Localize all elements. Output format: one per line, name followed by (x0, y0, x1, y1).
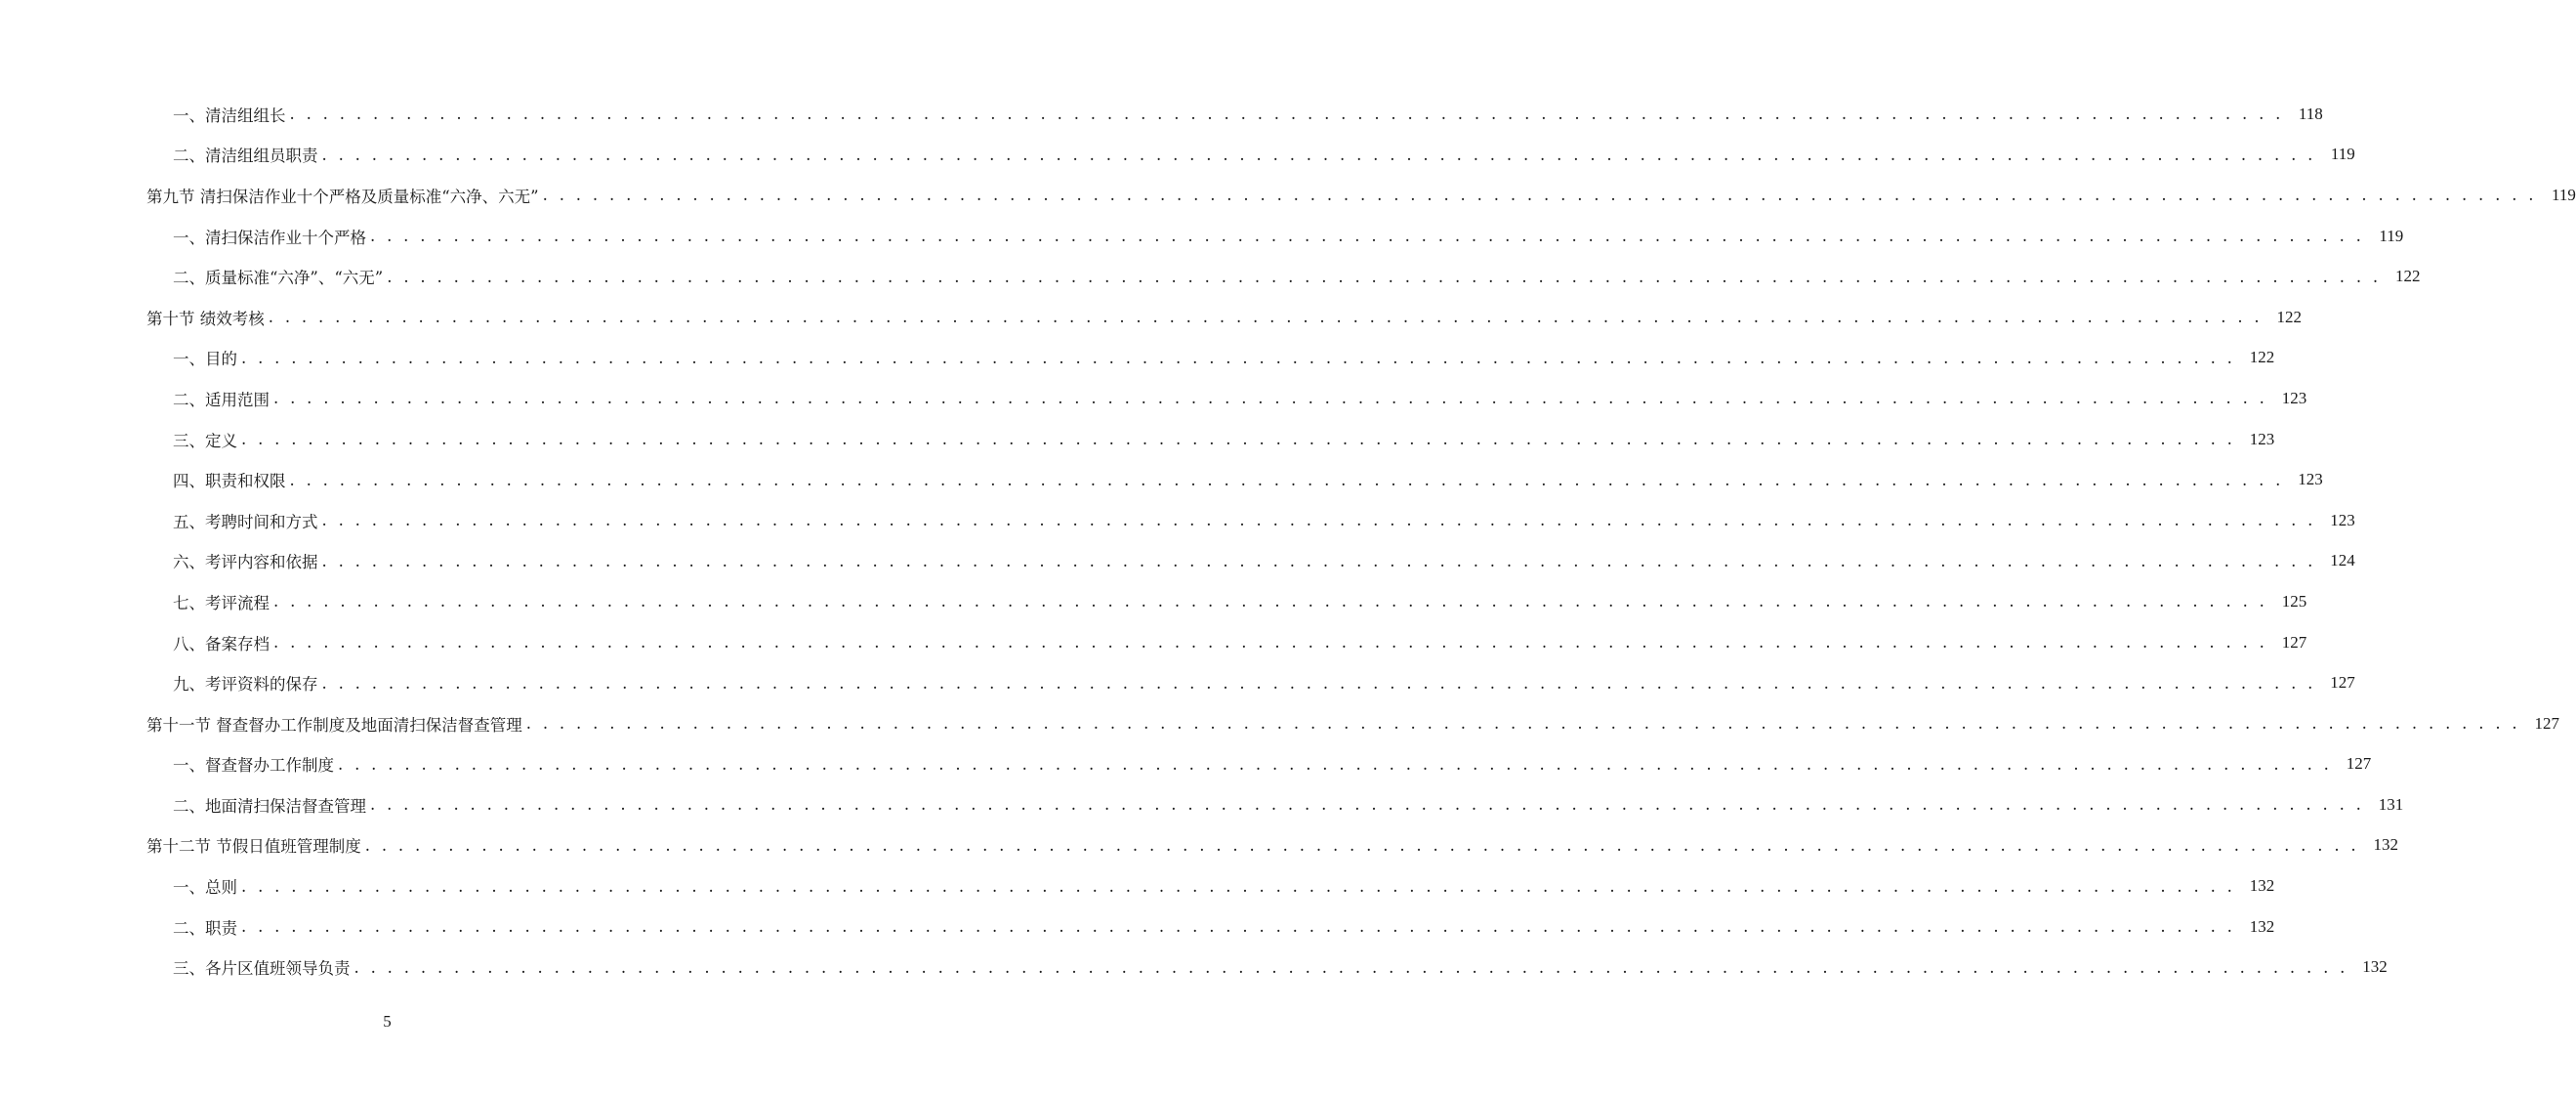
toc-entry-page-number: 132 (2373, 835, 2398, 855)
toc-entry-page-number: 132 (2362, 957, 2388, 977)
toc-entry-page-number: 123 (2281, 388, 2307, 407)
toc-subsection-entry[interactable] (0, 581, 2307, 622)
toc-dot-leader: . . . . . . . . . . . . . . . . . . . . . . . . . . . . . . . . . . . . . . . . . . . . . . . . . . . . . . . . . . . . . . . . . . . . . . . . . . . . . . . . . . . . . . . . . . . . . . . . . . . . . . . . . . . . . . . . . . . . . . . . (273, 592, 2268, 611)
page-number: 5 (383, 1012, 392, 1031)
toc-dot-leader: . . . . . . . . . . . . . . . . . . . . . . . . . . . . . . . . . . . . . . . . . . . . . . . . . . . . . . . . . . . . . . . . . . . . . . . . . . . . . . . . . . . . . . . . . . . . . . . . . . . . . . . . . . . . . . . . . . . . . . . . (289, 105, 2284, 124)
toc-entry-page-number: 123 (2249, 429, 2275, 448)
toc-subsection-entry[interactable] (0, 906, 2275, 948)
toc-dot-leader: . . . . . . . . . . . . . . . . . . . . . . . . . . . . . . . . . . . . . . . . . . . . . . . . . . . . . . . . . . . . . . . . . . . . . . . . . . . . . . . . . . . . . . . . . . . . . . . . . . . . . . . . . . . . . . . . . . . . . . . . (370, 795, 2365, 815)
toc-entry-title: 三、各片区值班领导负责 (173, 959, 351, 979)
toc-entry-title: 八、备案存档 (173, 634, 270, 653)
toc-entry-page-number: 122 (2276, 307, 2302, 326)
toc-subsection-entry[interactable] (0, 662, 2355, 703)
toc-subsection-entry[interactable] (0, 622, 2307, 663)
toc-dot-leader: . . . . . . . . . . . . . . . . . . . . . . . . . . . . . . . . . . . . . . . . . . . . . . . . . . . . . . . . . . . . . . . . . . . . . . . . . . . . . . . . . . . . . . . . . . . . . . . . . . . . . . . . . . . . . . . . . . . . . . . . (370, 227, 2365, 246)
toc-entry-title: 一、清扫保洁作业十个严格 (173, 228, 366, 247)
toc-dot-leader: . . . . . . . . . . . . . . . . . . . . . . . . . . . . . . . . . . . . . . . . . . . . . . . . . . . . . . . . . . . . . . . . . . . . . . . . . . . . . . . . . . . . . . . . . . . . . . . . . . . . . . . . . . . . . . . . . . . . . . . . (241, 917, 2236, 937)
toc-entry-page-number: 127 (2346, 754, 2372, 774)
toc-entry-title: 二、清洁组组员职责 (173, 147, 318, 166)
toc-section-entry[interactable] (0, 175, 2576, 216)
toc-subsection-entry[interactable] (0, 541, 2355, 582)
toc-entry-title: 第九节 清扫保洁作业十个严格及质量标准“六净、六无” (146, 187, 539, 206)
toc-entry-title: 五、考聘时间和方式 (173, 512, 318, 531)
toc-entry-title: 第十节 绩效考核 (146, 309, 265, 328)
toc-entry-page-number: 125 (2281, 591, 2307, 611)
toc-entry-page-number: 127 (2534, 713, 2559, 733)
toc-entry-page-number: 127 (2281, 632, 2307, 652)
toc-subsection-entry[interactable] (0, 94, 2323, 135)
toc-subsection-entry[interactable] (0, 500, 2355, 541)
toc-entry-title: 一、目的 (173, 350, 237, 369)
toc-dot-leader: . . . . . . . . . . . . . . . . . . . . . . . . . . . . . . . . . . . . . . . . . . . . . . . . . . . . . . . . . . . . . . . . . . . . . . . . . . . . . . . . . . . . . . . . . . . . . . . . . . . . . . . . . . . . . . . . . . . . . . . . (321, 145, 2316, 164)
toc-entry-title: 第十一节 督查督办工作制度及地面清扫保洁督查管理 (146, 715, 522, 735)
toc-entry-title: 六、考评内容和依据 (173, 553, 318, 572)
toc-entry-title: 二、地面清扫保洁督查管理 (173, 796, 366, 816)
toc-entry-page-number: 127 (2330, 673, 2355, 693)
toc-subsection-entry[interactable] (0, 744, 2372, 785)
toc-entry-title: 二、职责 (173, 918, 237, 938)
toc-subsection-entry[interactable] (0, 378, 2307, 419)
toc-dot-leader: . . . . . . . . . . . . . . . . . . . . . . . . . . . . . . . . . . . . . . . . . . . . . . . . . . . . . . . . . . . . . . . . . . . . . . . . . . . . . . . . . . . . . . . . . . . . . . . . . . . . . . . . . . . . . . . . . . . . . . . . (321, 673, 2316, 693)
toc-entry-page-number: 123 (2298, 470, 2323, 489)
toc-dot-leader: . . . . . . . . . . . . . . . . . . . . . . . . . . . . . . . . . . . . . . . . . . . . . . . . . . . . . . . . . . . . . . . . . . . . . . . . . . . . . . . . . . . . . . . . . . . . . . . . . . . . . . . . . . . . . . . . . . . . . . . . (241, 430, 2236, 449)
toc-entry-title: 一、总则 (173, 878, 237, 898)
toc-entry-page-number: 131 (2378, 794, 2404, 814)
toc-section-entry[interactable] (0, 703, 2559, 744)
toc-subsection-entry[interactable] (0, 216, 2404, 257)
toc-section-entry[interactable] (0, 297, 2302, 338)
toc-entry-title: 四、职责和权限 (173, 472, 286, 491)
toc-subsection-entry[interactable] (0, 135, 2355, 176)
toc-entry-title: 九、考评资料的保存 (173, 675, 318, 695)
toc-dot-leader: . . . . . . . . . . . . . . . . . . . . . . . . . . . . . . . . . . . . . . . . . . . . . . . . . . . . . . . . . . . . . . . . . . . . . . . . . . . . . . . . . . . . . . . . . . . . . . . . . . . . . . . . . . . . . . . . . . . . . . . . (241, 348, 2236, 367)
toc-entry-page-number: 132 (2249, 876, 2275, 896)
toc-dot-leader: . . . . . . . . . . . . . . . . . . . . . . . . . . . . . . . . . . . . . . . . . . . . . . . . . . . . . . . . . . . . . . . . . . . . . . . . . . . . . . . . . . . . . . . . . . . . . . . . . . . . . . . . . . . . . . . . . . . . . . . . (241, 876, 2236, 896)
toc-section-entry[interactable] (0, 825, 2398, 866)
toc-subsection-entry[interactable] (0, 459, 2323, 500)
toc-dot-leader: . . . . . . . . . . . . . . . . . . . . . . . . . . . . . . . . . . . . . . . . . . . . . . . . . . . . . . . . . . . . . . . . . . . . . . . . . . . . . . . . . . . . . . . . . . . . . . . . . . . . . . . . . . . . . . . . . . . . . . . . (289, 470, 2284, 489)
toc-entry-title: 七、考评流程 (173, 593, 270, 612)
toc-entry-page-number: 122 (2394, 267, 2421, 286)
toc-dot-leader: . . . . . . . . . . . . . . . . . . . . . . . . . . . . . . . . . . . . . . . . . . . . . . . . . . . . . . . . . . . . . . . . . . . . . . . . . . . . . . . . . . . . . . . . . . . . . . . . . . . . . . . . . . . . . . . . . . . . . . . . (353, 957, 2348, 977)
toc-dot-leader: . . . . . . . . . . . . . . . . . . . . . . . . . . . . . . . . . . . . . . . . . . . . . . . . . . . . . . . . . . . . . . . . . . . . . . . . . . . . . . . . . . . . . . . . . . . . . . . . . . . . . . . . . . . . . . . . . . . . . . . . (273, 389, 2268, 408)
toc-dot-leader: . . . . . . . . . . . . . . . . . . . . . . . . . . . . . . . . . . . . . . . . . . . . . . . . . . . . . . . . . . . . . . . . . . . . . . . . . . . . . . . . . . . . . . . . . . . . . . . . . . . . . . . . . . . . . . . . . . . . . . . . (273, 633, 2268, 653)
toc-entry-title: 第十二节 节假日值班管理制度 (146, 837, 361, 857)
toc-entry-page-number: 119 (2379, 226, 2404, 245)
toc-entry-page-number: 124 (2330, 551, 2355, 570)
toc-entry-title: 二、质量标准“六净”、“六无” (173, 269, 384, 288)
toc-entry-page-number: 123 (2330, 510, 2355, 529)
toc-dot-leader: . . . . . . . . . . . . . . . . . . . . . . . . . . . . . . . . . . . . . . . . . . . . . . . . . . . . . . . . . . . . . . . . . . . . . . . . . . . . . . . . . . . . . . . . . . . . . . . . . . . . . . . . . . . . . . . . . . . . . . . . (321, 511, 2316, 530)
toc-subsection-entry[interactable] (0, 784, 2404, 825)
toc-dot-leader: . . . . . . . . . . . . . . . . . . . . . . . . . . . . . . . . . . . . . . . . . . . . . . . . . . . . . . . . . . . . . . . . . . . . . . . . . . . . . . . . . . . . . . . . . . . . . . . . . . . . . . . . . . . . . . . . . . . . . . . . (364, 835, 2359, 855)
table-of-contents (0, 94, 2576, 988)
toc-entry-page-number: 118 (2298, 104, 2323, 123)
toc-entry-title: 二、适用范围 (173, 390, 270, 409)
toc-entry-page-number: 122 (2249, 348, 2275, 367)
toc-subsection-entry[interactable] (0, 947, 2388, 988)
toc-dot-leader: . . . . . . . . . . . . . . . . . . . . . . . . . . . . . . . . . . . . . . . . . . . . . . . . . . . . . . . . . . . . . . . . . . . . . . . . . . . . . . . . . . . . . . . . . . . . . . . . . . . . . . . . . . . . . . . . . . . . . . . . (338, 754, 2333, 774)
toc-dot-leader: . . . . . . . . . . . . . . . . . . . . . . . . . . . . . . . . . . . . . . . . . . . . . . . . . . . . . . . . . . . . . . . . . . . . . . . . . . . . . . . . . . . . . . . . . . . . . . . . . . . . . . . . . . . . . . . . . . . . . . . . (542, 186, 2537, 205)
toc-dot-leader: . . . . . . . . . . . . . . . . . . . . . . . . . . . . . . . . . . . . . . . . . . . . . . . . . . . . . . . . . . . . . . . . . . . . . . . . . . . . . . . . . . . . . . . . . . . . . . . . . . . . . . . . . . . . . . . . . . . . . . . . (321, 551, 2316, 570)
toc-subsection-entry[interactable] (0, 256, 2421, 297)
toc-entry-page-number: 119 (2330, 145, 2355, 164)
toc-entry-title: 三、定义 (173, 431, 237, 450)
toc-entry-title: 一、清洁组组长 (173, 105, 286, 125)
toc-subsection-entry[interactable] (0, 338, 2275, 379)
toc-entry-page-number: 119 (2551, 185, 2576, 204)
toc-subsection-entry[interactable] (0, 865, 2275, 906)
toc-entry-title: 一、督查督办工作制度 (173, 756, 334, 776)
toc-dot-leader: . . . . . . . . . . . . . . . . . . . . . . . . . . . . . . . . . . . . . . . . . . . . . . . . . . . . . . . . . . . . . . . . . . . . . . . . . . . . . . . . . . . . . . . . . . . . . . . . . . . . . . . . . . . . . . . . . . . . . . . . (387, 267, 2382, 286)
toc-dot-leader: . . . . . . . . . . . . . . . . . . . . . . . . . . . . . . . . . . . . . . . . . . . . . . . . . . . . . . . . . . . . . . . . . . . . . . . . . . . . . . . . . . . . . . . . . . . . . . . . . . . . . . . . . . . . . . . . . . . . . . . . (525, 714, 2520, 734)
toc-subsection-entry[interactable] (0, 419, 2275, 460)
toc-dot-leader: . . . . . . . . . . . . . . . . . . . . . . . . . . . . . . . . . . . . . . . . . . . . . . . . . . . . . . . . . . . . . . . . . . . . . . . . . . . . . . . . . . . . . . . . . . . . . . . . . . . . . . . . . . . . . . . . . . . . . . . . (268, 308, 2263, 327)
toc-entry-page-number: 132 (2249, 916, 2275, 936)
